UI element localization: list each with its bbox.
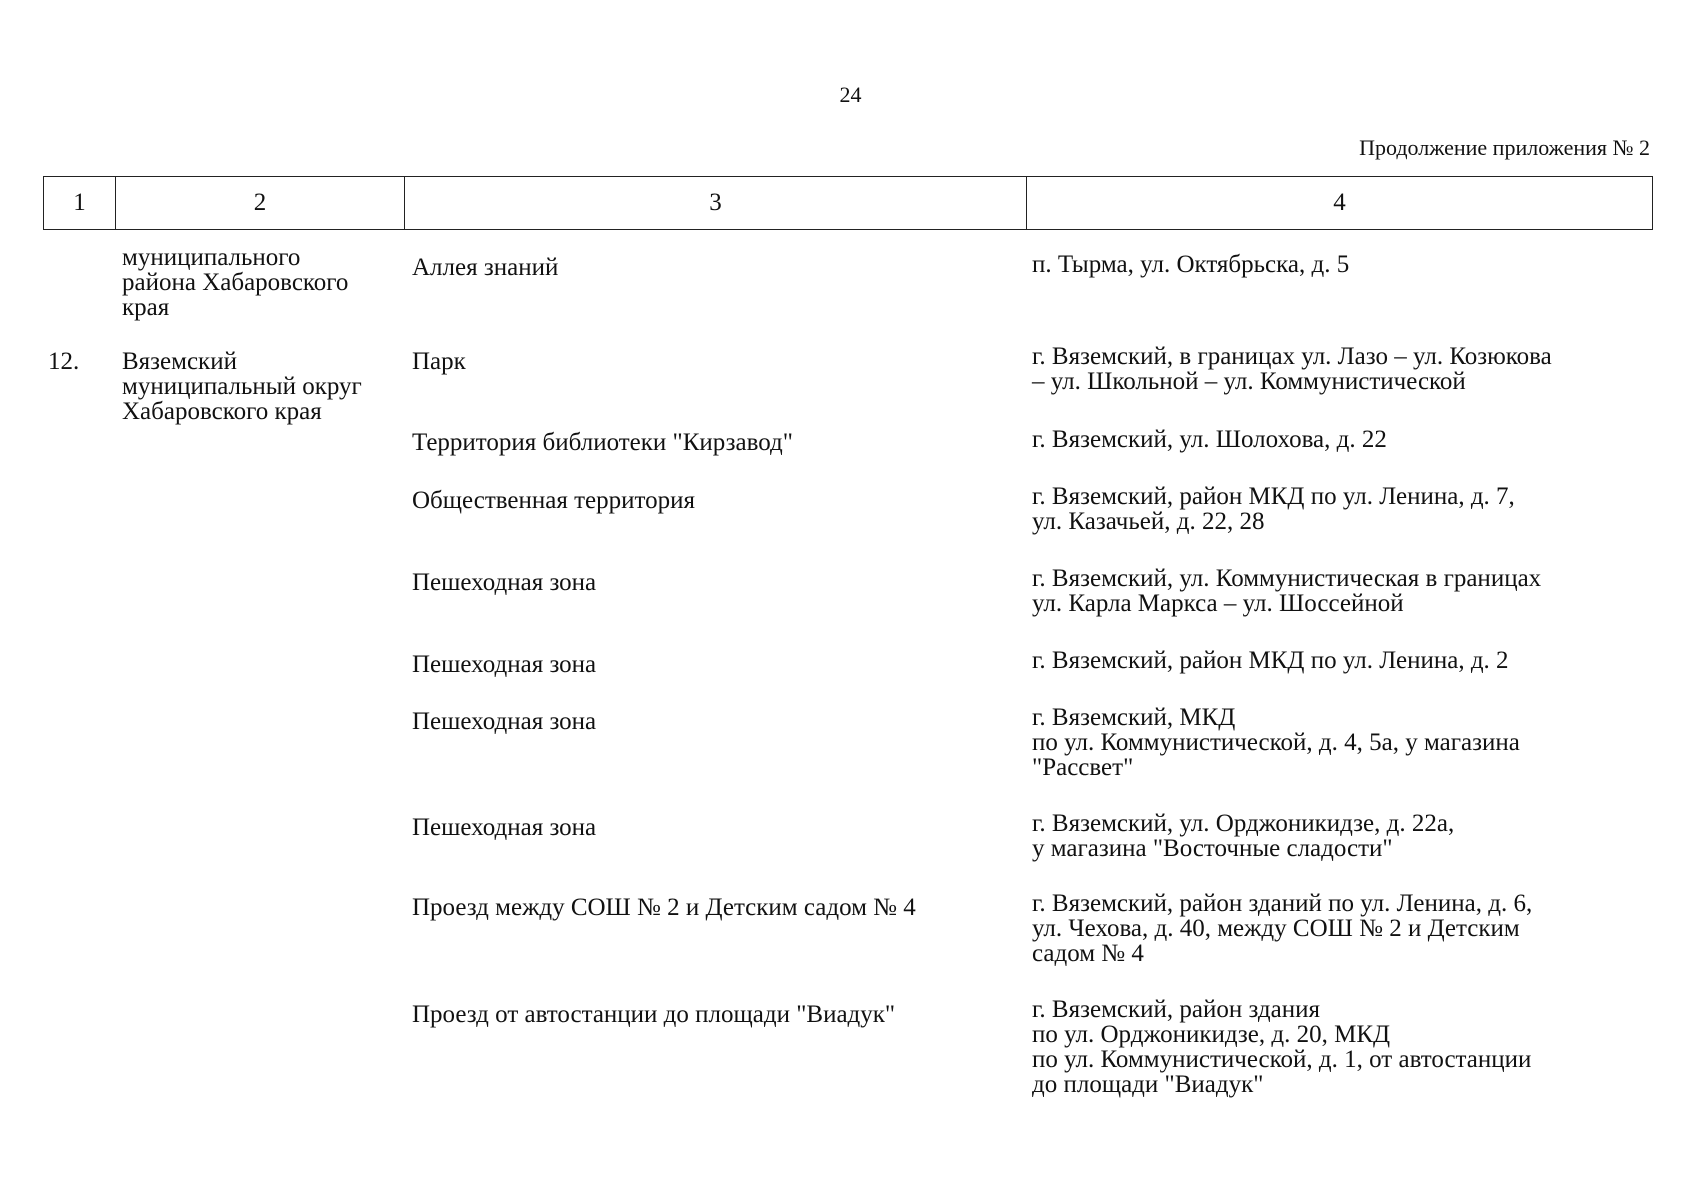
table-header-row [43, 176, 1653, 230]
object-address: п. Тырма, ул. Октябрьска, д. 5 [1032, 251, 1350, 278]
column-header-1: 1 [44, 177, 116, 229]
object-address: г. Вяземский, ул. Орджоникидзе, д. 22а, у магазина "Восточные сладости" [1032, 810, 1455, 862]
district-name: Вяземский муниципальный округ Хабаровского края [122, 348, 362, 425]
object-address: г. Вяземский, район зданий по ул. Ленина, д. 6, ул. Чехова, д. 40, между СОШ № 2 и Детским садом № 4 [1032, 890, 1533, 967]
object-name: Проезд от автостанции до площади "Виадук" [412, 1001, 896, 1028]
object-name: Территория библиотеки "Кирзавод" [412, 429, 793, 456]
object-name: Пешеходная зона [412, 651, 597, 678]
object-name: Общественная территория [412, 487, 695, 514]
object-address: г. Вяземский, район здания по ул. Орджоникидзе, д. 20, МКД по ул. Коммунистической, д. 1, от автостанции до площади "Виадук" [1032, 996, 1532, 1098]
object-address: г. Вяземский, МКД по ул. Коммунистической, д. 4, 5а, у магазина "Рассвет" [1032, 704, 1520, 781]
row-number: 12. [48, 348, 80, 375]
object-name: Пешеходная зона [412, 569, 597, 596]
column-header-2: 2 [116, 177, 405, 229]
object-address: г. Вяземский, в границах ул. Лазо – ул. Козюкова – ул. Школьной – ул. Коммунистической [1032, 343, 1552, 395]
object-address: г. Вяземский, район МКД по ул. Ленина, д. 7, ул. Казачьей, д. 22, 28 [1032, 483, 1515, 535]
column-header-3: 3 [405, 177, 1027, 229]
object-name: Парк [412, 348, 466, 375]
object-name: Проезд между СОШ № 2 и Детским садом № 4 [412, 894, 916, 921]
page-number: 24 [839, 82, 862, 107]
district-continued: муниципального района Хабаровского края [122, 244, 349, 321]
column-header-4: 4 [1333, 189, 1346, 216]
object-address: г. Вяземский, район МКД по ул. Ленина, д. 2 [1032, 647, 1509, 674]
object-name: Пешеходная зона [412, 708, 597, 735]
object-address: г. Вяземский, ул. Шолохова, д. 22 [1032, 426, 1387, 453]
appendix-continuation-note: Продолжение приложения № 2 [1359, 135, 1650, 160]
object-name: Аллея знаний [412, 254, 559, 281]
object-name: Пешеходная зона [412, 814, 597, 841]
object-address: г. Вяземский, ул. Коммунистическая в границах ул. Карла Маркса – ул. Шоссейной [1032, 565, 1542, 617]
